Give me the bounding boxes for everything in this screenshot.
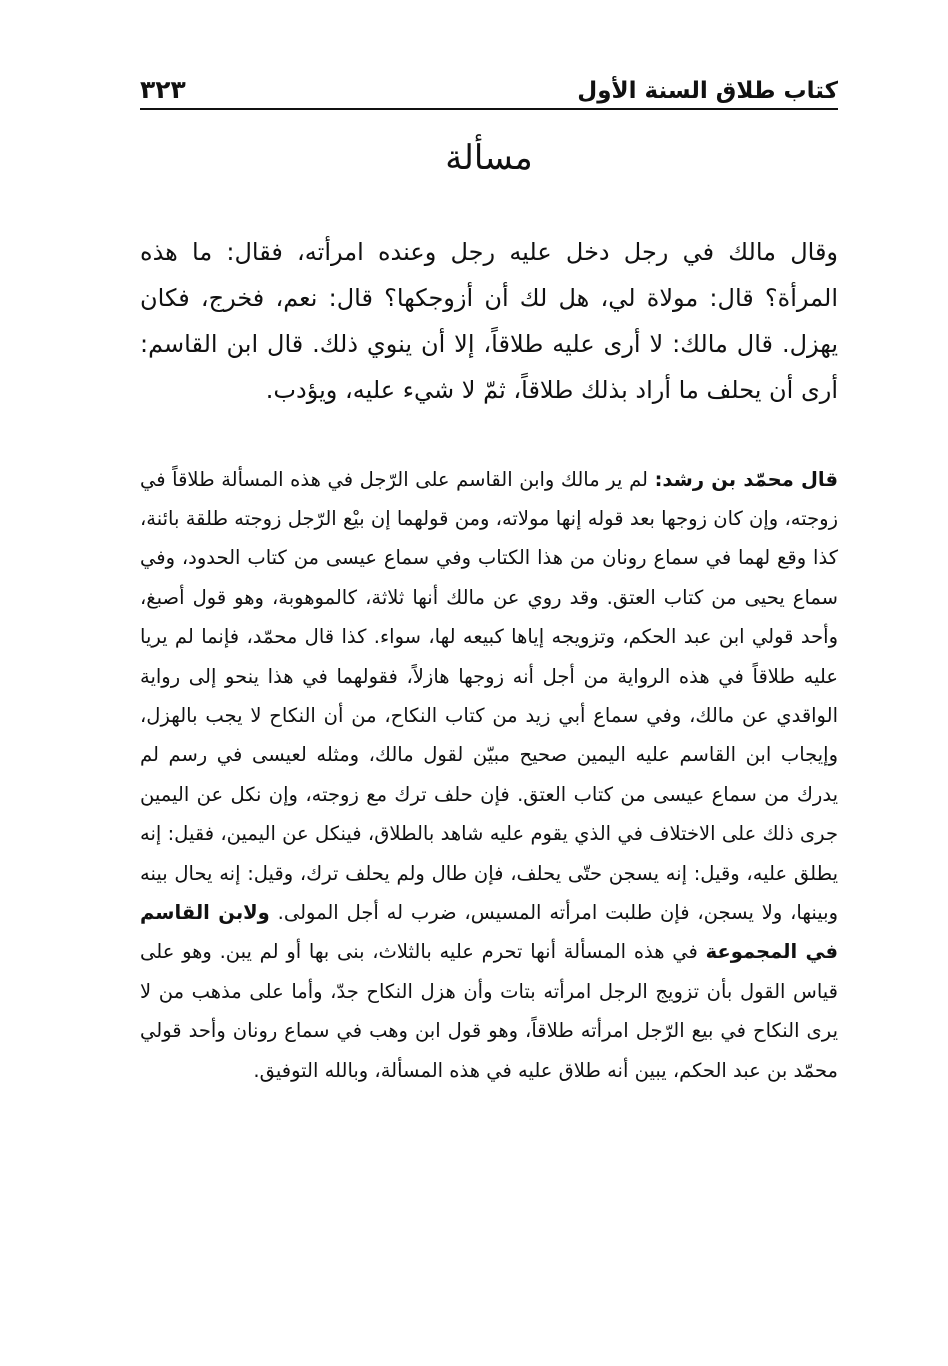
page-header — [140, 70, 838, 110]
commentary-lead: قال محمّد بن رشد: — [654, 467, 838, 491]
running-title: كتاب طلاق السنة الأول — [577, 78, 838, 104]
quote-paragraph: وقال مالك في رجل دخل عليه رجل وعنده امرأته، فقال: ما هذه المرأة؟ قال: مولاة لي، هل لك أن أزوجكها؟ قال: نعم، فخرج، فكان يهزل. قال مالك: لا أرى عليه طلاقاً، إلا أن ينوي ذلك. قال ابن القاسم: أرى أن يحلف ما أراد بذلك طلاقاً، ثمّ لا شيء عليه، ويؤدب. — [140, 238, 838, 404]
section-title: مسألة — [445, 138, 533, 178]
page-number: ٣٢٣ — [140, 75, 186, 104]
commentary-paragraph — [140, 460, 838, 1091]
commentary-text-2: في هذه المسألة أنها تحرم عليه بالثلاث، بنى بها أو لم يبن. وهو على قياس القول بأن تزويج الرجل امرأته بتات وأن هزل النكاح جدّ، وأما على مذهب من لا يرى النكاح في بيع الرّجل امرأته طلاقاً، وهو قول ابن وهب في سماع رونان وأحد قولي محمّد بن عبد الحكم، يبين أنه طلاق عليه في هذه المسألة، وبالله التوفيق. — [140, 940, 838, 1082]
commentary-text-1: لم ير مالك وابن القاسم على الرّجل في هذه المسألة طلاقاً في زوجته، وإن كان زوجها بعد قوله إنها مولاته، ومن قولهما إن بيْع الرّجل زوجته طلقة بائنة، كذا وقع لهما في سماع رونان من هذا الكتاب وفي سماع عيسى من كتاب الحدود، وفي سماع يحيى من كتاب العتق. وقد روي عن مالك أنها ثلاثة، كالموهوبة، وهو قول أصبغ، وأحد قولي ابن عبد الحكم، وتزويجه إياها كبيعه لها، سواء. كذا قال محمّد، فإنما لم يريا عليه طلاقاً في هذه الرواية من أجل أنه زوجها هازلاً، فقولهما في هذا ينحو إلى رواية الواقدي عن مالك، وفي سماع أبي زيد من كتاب النكاح، من أن النكاح لا يجب بالهزل، وإيجاب ابن القاسم عليه اليمين صحيح مبيّن لقول مالك، ومثله لعيسى في رسم لم يدرك من سماع عيسى من كتاب العتق. فإن حلف ترك مع زوجته، وإن نكل عن اليمين جرى ذلك على الاختلاف في الذي يقوم عليه شاهد بالطلاق، فينكل عن اليمين، فقيل: إنه يطلق عليه، وقيل: إنه يسجن حتّى يحلف، فإن طال ولم يحلف ترك، وقيل: إنه يحال بينه وبينها، ولا يسجن، فإن طلبت امرأته المسيس، ضرب له أجل المولى. — [140, 467, 838, 924]
commentary-bold-ref: ولابن القاسم في المجموعة — [140, 900, 838, 964]
